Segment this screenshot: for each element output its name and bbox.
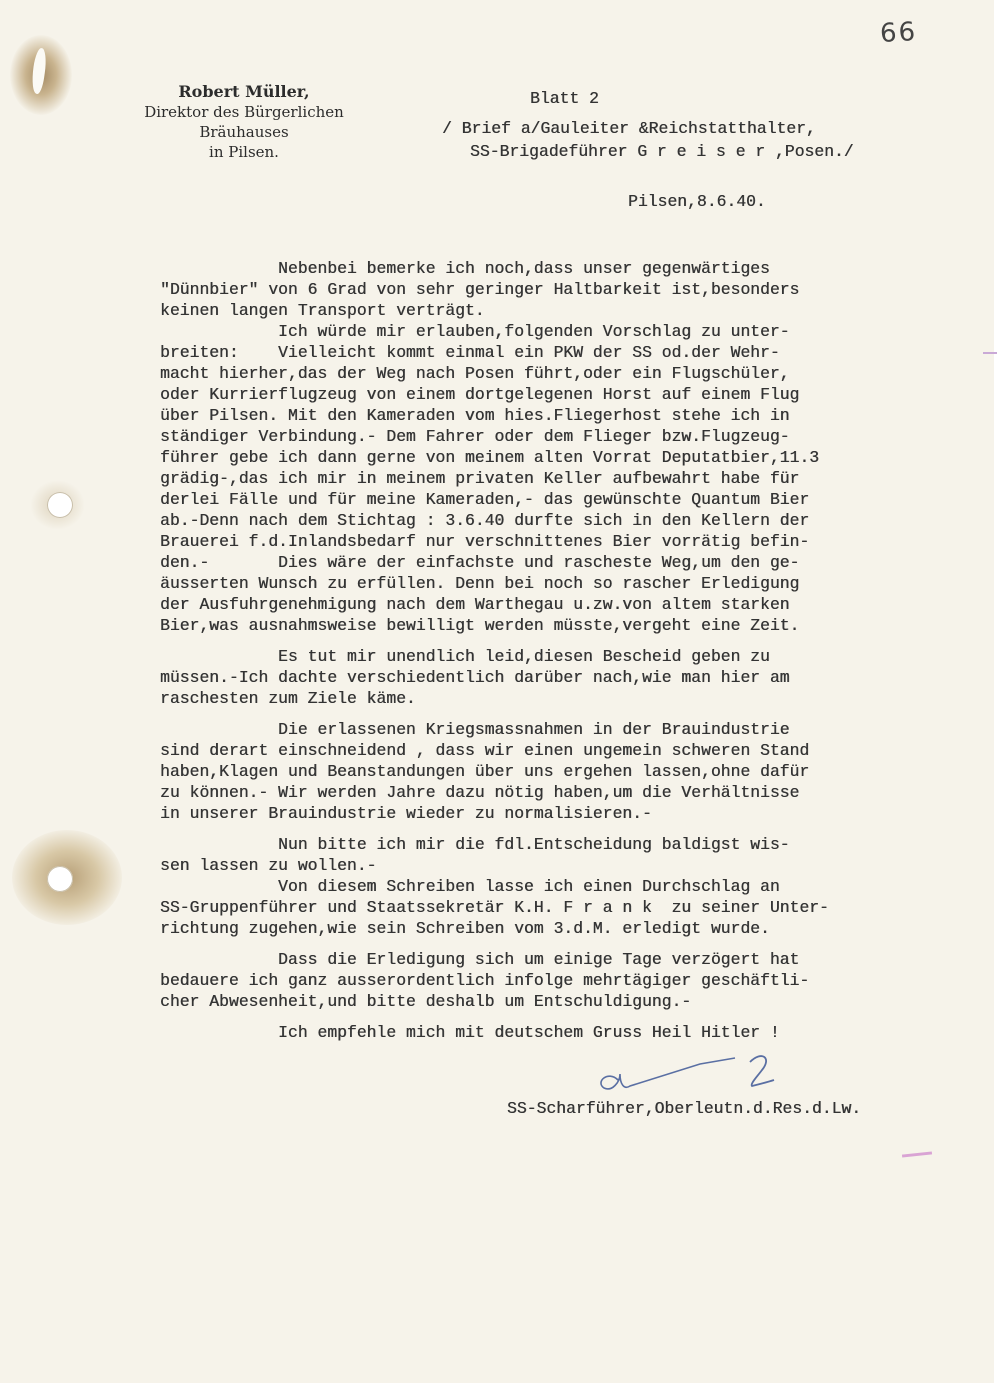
body-line: sen lassen zu wollen.- xyxy=(160,856,377,875)
body-line: Es tut mir unendlich leid,diesen Bescheid geben zu xyxy=(160,647,770,666)
body-line: in unserer Brauindustrie wieder zu normalisieren.- xyxy=(160,804,652,823)
body-line: Von diesem Schreiben lasse ich einen Durchschlag an xyxy=(160,877,780,896)
body-line: ab.-Denn nach dem Stichtag : 3.6.40 durfte sich in den Kellern der xyxy=(160,511,810,530)
page-number: 66 xyxy=(879,17,918,49)
body-line: Ich empfehle mich mit deutschem Gruss Heil Hitler ! xyxy=(160,1023,780,1042)
paragraph-gap xyxy=(160,939,970,949)
signature-rank: SS-Scharführer,Oberleutn.d.Res.d.Lw. xyxy=(507,1099,862,1118)
place-date: Pilsen,8.6.40. xyxy=(628,192,766,211)
handwritten-signature xyxy=(590,1040,810,1100)
body-line: Nun bitte ich mir die fdl.Entscheidung baldigst wis- xyxy=(160,835,790,854)
body-line: müssen.-Ich dachte verschiedentlich darüber nach,wie man hier am xyxy=(160,668,790,687)
paper-edge xyxy=(994,0,1000,1383)
letterhead xyxy=(100,82,388,162)
body-line: breiten: Vielleicht kommt einmal ein PKW der SS od.der Wehr- xyxy=(160,343,780,362)
body-line: Bier,was ausnahmsweise bewilligt werden müsste,vergeht eine Zeit. xyxy=(160,616,800,635)
body-line: SS-Gruppenführer und Staatssekretär K.H. F r a n k zu seiner Unter- xyxy=(160,898,829,917)
body-line: Ich würde mir erlauben,folgenden Vorschlag zu unter- xyxy=(160,322,790,341)
body-line: über Pilsen. Mit den Kameraden vom hies.Fliegerhost stehe ich in xyxy=(160,406,790,425)
reference-line-1: / Brief a/Gauleiter &Reichstatthalter, xyxy=(442,119,816,138)
body-line: zu können.- Wir werden Jahre dazu nötig haben,um die Verhältnisse xyxy=(160,783,800,802)
paragraph-gap xyxy=(160,1012,970,1022)
letterhead-name: Robert Müller, xyxy=(178,82,310,101)
letterhead-location: in Pilsen. xyxy=(209,143,279,161)
body-line: Brauerei f.d.Inlandsbedarf nur verschnittenes Bier vorrätig befin- xyxy=(160,532,810,551)
body-line: haben,Klagen und Beanstandungen über uns ergehen lassen,ohne dafür xyxy=(160,762,810,781)
letterhead-title: Direktor des Bürgerlichen Bräuhauses xyxy=(144,103,344,141)
body-line: oder Kurrierflugzeug von einem dortgelegenen Horst auf einem Flug xyxy=(160,385,800,404)
body-line: keinen langen Transport verträgt. xyxy=(160,301,485,320)
body-line: Dass die Erledigung sich um einige Tage verzögert hat xyxy=(160,950,800,969)
body-line: Nebenbei bemerke ich noch,dass unser gegenwärtiges xyxy=(160,259,770,278)
body-line: sind derart einschneidend , dass wir einen ungemein schweren Stand xyxy=(160,741,810,760)
letter-body xyxy=(160,258,970,1043)
body-line: macht hierher,das der Weg nach Posen führt,oder ein Flugschüler, xyxy=(160,364,790,383)
body-line: bedauere ich ganz ausserordentlich infolge mehrtägiger geschäftli- xyxy=(160,971,810,990)
margin-mark xyxy=(983,352,997,354)
paragraph-gap xyxy=(160,636,970,646)
punch-hole-upper xyxy=(47,492,73,518)
body-line: äusserten Wunsch zu erfüllen. Denn bei noch so rascher Erledigung xyxy=(160,574,800,593)
pink-pencil-mark xyxy=(902,1151,932,1157)
paragraph-gap xyxy=(160,824,970,834)
body-line: derlei Fälle und für meine Kameraden,- das gewünschte Quantum Bier xyxy=(160,490,810,509)
punch-hole-lower xyxy=(47,866,73,892)
paragraph-gap xyxy=(160,709,970,719)
reference-line-2: SS-Brigadeführer G r e i s e r ,Posen./ xyxy=(470,142,854,161)
body-line: raschesten zum Ziele käme. xyxy=(160,689,416,708)
body-line: richtung zugehen,wie sein Schreiben vom 3.d.M. erledigt wurde. xyxy=(160,919,770,938)
body-line: grädig-,das ich mir in meinem privaten Keller aufbewahrt habe für xyxy=(160,469,800,488)
body-line: führer gebe ich dann gerne von meinem alten Vorrat Deputatbier,11.3 xyxy=(160,448,820,467)
body-line: den.- Dies wäre der einfachste und rascheste Weg,um den ge- xyxy=(160,553,800,572)
body-line: cher Abwesenheit,und bitte deshalb um Entschuldigung.- xyxy=(160,992,692,1011)
sheet-number: Blatt 2 xyxy=(530,89,599,108)
body-line: "Dünnbier" von 6 Grad von sehr geringer Haltbarkeit ist,besonders xyxy=(160,280,800,299)
body-line: der Ausfuhrgenehmigung nach dem Warthegau u.zw.von altem starken xyxy=(160,595,790,614)
body-line: ständiger Verbindung.- Dem Fahrer oder dem Flieger bzw.Flugzeug- xyxy=(160,427,790,446)
body-line: Die erlassenen Kriegsmassnahmen in der Brauindustrie xyxy=(160,720,790,739)
